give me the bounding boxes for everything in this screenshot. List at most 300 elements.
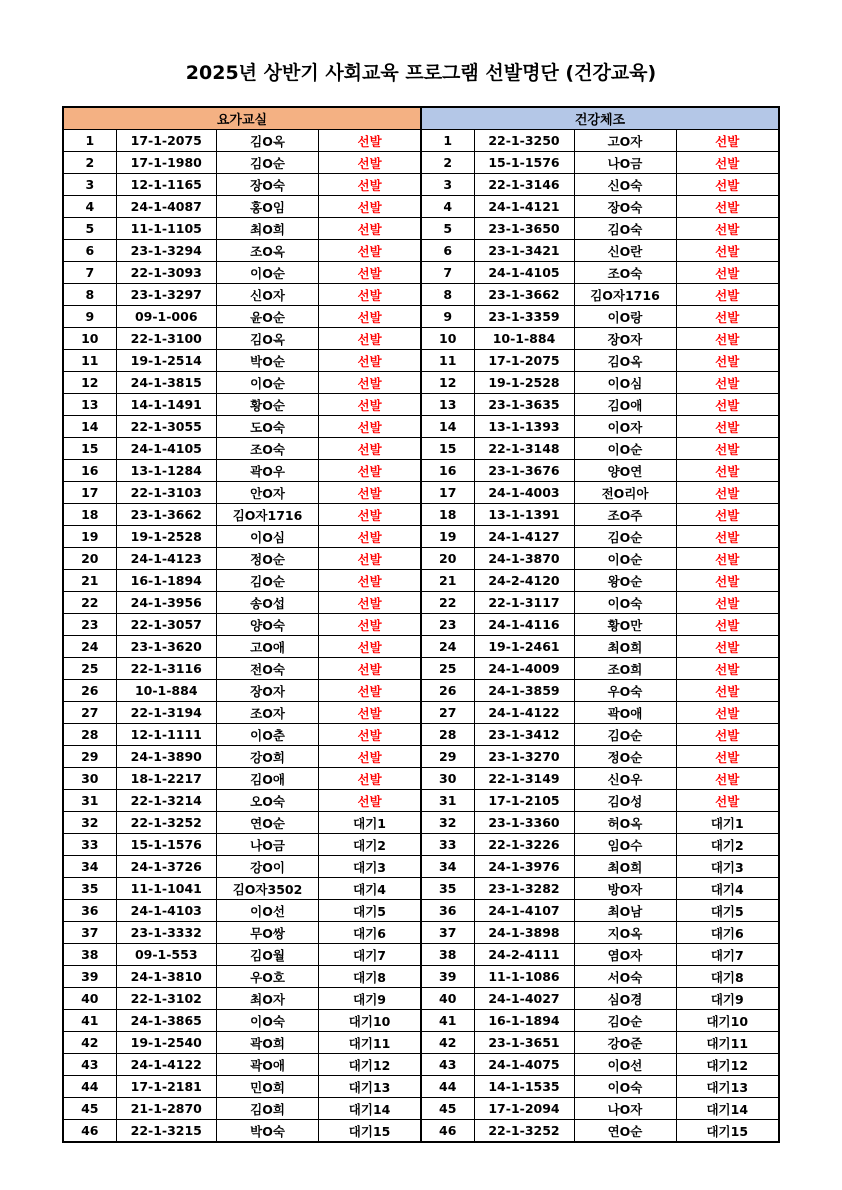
health-member-name: 김O옥 xyxy=(574,350,676,372)
health-member-name: 강O준 xyxy=(574,1032,676,1054)
health-row-number: 1 xyxy=(422,130,474,152)
yoga-row-number: 34 xyxy=(64,856,116,878)
health-member-id: 24-1-4121 xyxy=(474,196,574,218)
table-row xyxy=(422,900,778,922)
health-member-id: 10-1-884 xyxy=(474,328,574,350)
yoga-member-name: 강O희 xyxy=(216,746,318,768)
health-row-number: 44 xyxy=(422,1076,474,1098)
table-row xyxy=(422,724,778,746)
health-member-name: 김O성 xyxy=(574,790,676,812)
table-row xyxy=(64,394,421,416)
health-member-id: 24-1-4009 xyxy=(474,658,574,680)
health-row-number: 23 xyxy=(422,614,474,636)
yoga-row-number: 7 xyxy=(64,262,116,284)
yoga-status: 대기9 xyxy=(319,988,421,1010)
health-member-id: 23-1-3650 xyxy=(474,218,574,240)
yoga-member-id: 11-1-1041 xyxy=(116,878,216,900)
table-row xyxy=(422,614,778,636)
health-member-name: 정O순 xyxy=(574,746,676,768)
table-row xyxy=(422,262,778,284)
table-row xyxy=(422,328,778,350)
yoga-row-number: 29 xyxy=(64,746,116,768)
yoga-member-id: 22-1-3093 xyxy=(116,262,216,284)
yoga-status: 선발 xyxy=(319,460,421,482)
yoga-row-number: 6 xyxy=(64,240,116,262)
health-row-number: 5 xyxy=(422,218,474,240)
table-row xyxy=(422,1120,778,1142)
yoga-member-name: 곽O희 xyxy=(216,1032,318,1054)
health-member-id: 24-1-4116 xyxy=(474,614,574,636)
yoga-member-id: 19-1-2528 xyxy=(116,526,216,548)
yoga-member-name: 김O순 xyxy=(216,570,318,592)
health-status: 선발 xyxy=(676,570,778,592)
table-row xyxy=(422,350,778,372)
health-status: 대기8 xyxy=(676,966,778,988)
health-row-number: 35 xyxy=(422,878,474,900)
yoga-row-number: 25 xyxy=(64,658,116,680)
yoga-status: 선발 xyxy=(319,240,421,262)
table-row xyxy=(64,350,421,372)
health-member-id: 24-1-4105 xyxy=(474,262,574,284)
health-status: 선발 xyxy=(676,680,778,702)
yoga-row-number: 42 xyxy=(64,1032,116,1054)
yoga-member-name: 김O애 xyxy=(216,768,318,790)
table-row xyxy=(422,592,778,614)
yoga-row-number: 30 xyxy=(64,768,116,790)
health-row-number: 21 xyxy=(422,570,474,592)
table-row xyxy=(64,1010,421,1032)
yoga-member-name: 전O숙 xyxy=(216,658,318,680)
yoga-row-number: 1 xyxy=(64,130,116,152)
yoga-member-name: 양O숙 xyxy=(216,614,318,636)
yoga-member-id: 22-1-3102 xyxy=(116,988,216,1010)
health-row-number: 3 xyxy=(422,174,474,196)
health-member-name: 이O순 xyxy=(574,548,676,570)
health-status: 선발 xyxy=(676,636,778,658)
table-row xyxy=(64,592,421,614)
yoga-status: 대기15 xyxy=(319,1120,421,1142)
yoga-row-number: 16 xyxy=(64,460,116,482)
yoga-member-id: 24-1-4103 xyxy=(116,900,216,922)
health-status: 대기11 xyxy=(676,1032,778,1054)
yoga-member-id: 23-1-3294 xyxy=(116,240,216,262)
yoga-row-number: 46 xyxy=(64,1120,116,1142)
health-row-number: 33 xyxy=(422,834,474,856)
table-row xyxy=(422,570,778,592)
table-row xyxy=(422,284,778,306)
health-row-number: 18 xyxy=(422,504,474,526)
table-row xyxy=(64,768,421,790)
table-row xyxy=(64,460,421,482)
yoga-status: 대기14 xyxy=(319,1098,421,1120)
health-member-id: 23-1-3651 xyxy=(474,1032,574,1054)
yoga-row-number: 12 xyxy=(64,372,116,394)
yoga-member-name: 김O옥 xyxy=(216,130,318,152)
yoga-status: 선발 xyxy=(319,680,421,702)
yoga-row-number: 19 xyxy=(64,526,116,548)
yoga-status: 선발 xyxy=(319,130,421,152)
health-member-id: 24-1-4027 xyxy=(474,988,574,1010)
yoga-status: 대기6 xyxy=(319,922,421,944)
health-row-number: 16 xyxy=(422,460,474,482)
health-status: 선발 xyxy=(676,768,778,790)
yoga-member-id: 22-1-3103 xyxy=(116,482,216,504)
yoga-member-id: 24-1-3890 xyxy=(116,746,216,768)
health-member-name: 지O옥 xyxy=(574,922,676,944)
health-status: 대기13 xyxy=(676,1076,778,1098)
yoga-member-name: 고O애 xyxy=(216,636,318,658)
yoga-member-name: 장O자 xyxy=(216,680,318,702)
health-status: 대기12 xyxy=(676,1054,778,1076)
table-row xyxy=(64,372,421,394)
health-status: 선발 xyxy=(676,724,778,746)
health-member-id: 13-1-1393 xyxy=(474,416,574,438)
health-row-number: 20 xyxy=(422,548,474,570)
health-member-name: 최O남 xyxy=(574,900,676,922)
table-row xyxy=(64,1120,421,1142)
table-row xyxy=(64,812,421,834)
table-row xyxy=(422,790,778,812)
yoga-row-number: 23 xyxy=(64,614,116,636)
yoga-member-name: 안O자 xyxy=(216,482,318,504)
health-row-number: 28 xyxy=(422,724,474,746)
yoga-status: 선발 xyxy=(319,746,421,768)
yoga-member-name: 김O옥 xyxy=(216,328,318,350)
health-status: 선발 xyxy=(676,658,778,680)
yoga-status: 선발 xyxy=(319,196,421,218)
health-member-id: 19-1-2461 xyxy=(474,636,574,658)
health-member-name: 심O경 xyxy=(574,988,676,1010)
table-row xyxy=(422,944,778,966)
yoga-member-name: 민O희 xyxy=(216,1076,318,1098)
health-member-name: 조O주 xyxy=(574,504,676,526)
yoga-status: 선발 xyxy=(319,614,421,636)
health-member-id: 22-1-3252 xyxy=(474,1120,574,1142)
yoga-member-id: 22-1-3252 xyxy=(116,812,216,834)
table-row xyxy=(64,438,421,460)
yoga-status: 선발 xyxy=(319,394,421,416)
health-status: 대기10 xyxy=(676,1010,778,1032)
health-member-name: 이O랑 xyxy=(574,306,676,328)
health-member-id: 24-1-4003 xyxy=(474,482,574,504)
table-row xyxy=(64,262,421,284)
table-row xyxy=(422,636,778,658)
yoga-member-id: 13-1-1284 xyxy=(116,460,216,482)
health-row-number: 10 xyxy=(422,328,474,350)
yoga-member-id: 22-1-3055 xyxy=(116,416,216,438)
yoga-row-number: 13 xyxy=(64,394,116,416)
table-row xyxy=(422,1032,778,1054)
yoga-status: 대기1 xyxy=(319,812,421,834)
health-member-id: 22-1-3250 xyxy=(474,130,574,152)
yoga-member-id: 14-1-1491 xyxy=(116,394,216,416)
yoga-member-name: 김O자3502 xyxy=(216,878,318,900)
yoga-status: 선발 xyxy=(319,174,421,196)
table-row xyxy=(64,152,421,174)
health-row-number: 41 xyxy=(422,1010,474,1032)
health-row-number: 7 xyxy=(422,262,474,284)
table-row xyxy=(64,218,421,240)
health-row-number: 12 xyxy=(422,372,474,394)
table-row xyxy=(422,526,778,548)
table-row xyxy=(64,746,421,768)
health-status: 대기15 xyxy=(676,1120,778,1142)
health-row-number: 17 xyxy=(422,482,474,504)
health-status: 대기3 xyxy=(676,856,778,878)
health-row-number: 19 xyxy=(422,526,474,548)
health-member-id: 14-1-1535 xyxy=(474,1076,574,1098)
yoga-member-name: 김O월 xyxy=(216,944,318,966)
health-member-id: 17-1-2075 xyxy=(474,350,574,372)
health-row-number: 22 xyxy=(422,592,474,614)
health-status: 선발 xyxy=(676,526,778,548)
yoga-member-name: 이O심 xyxy=(216,526,318,548)
health-member-id: 22-1-3148 xyxy=(474,438,574,460)
yoga-member-id: 23-1-3332 xyxy=(116,922,216,944)
table-row xyxy=(64,1098,421,1120)
health-row-number: 46 xyxy=(422,1120,474,1142)
health-member-name: 김O자1716 xyxy=(574,284,676,306)
yoga-row-number: 21 xyxy=(64,570,116,592)
health-member-name: 장O숙 xyxy=(574,196,676,218)
health-row-number: 43 xyxy=(422,1054,474,1076)
health-member-id: 23-1-3662 xyxy=(474,284,574,306)
yoga-member-id: 22-1-3116 xyxy=(116,658,216,680)
health-member-name: 이O숙 xyxy=(574,592,676,614)
health-row-number: 14 xyxy=(422,416,474,438)
yoga-status: 선발 xyxy=(319,328,421,350)
yoga-status: 선발 xyxy=(319,306,421,328)
yoga-member-id: 17-1-2075 xyxy=(116,130,216,152)
table-row xyxy=(64,1076,421,1098)
table-row xyxy=(64,570,421,592)
yoga-member-name: 박O숙 xyxy=(216,1120,318,1142)
yoga-status: 대기8 xyxy=(319,966,421,988)
yoga-member-id: 24-1-4123 xyxy=(116,548,216,570)
health-member-id: 13-1-1391 xyxy=(474,504,574,526)
yoga-row-number: 37 xyxy=(64,922,116,944)
table-row xyxy=(64,504,421,526)
health-member-id: 23-1-3270 xyxy=(474,746,574,768)
yoga-member-name: 이O숙 xyxy=(216,1010,318,1032)
health-status: 선발 xyxy=(676,218,778,240)
yoga-member-name: 윤O순 xyxy=(216,306,318,328)
yoga-member-name: 박O순 xyxy=(216,350,318,372)
table-row xyxy=(64,988,421,1010)
yoga-status: 대기5 xyxy=(319,900,421,922)
yoga-member-id: 24-1-3956 xyxy=(116,592,216,614)
yoga-member-name: 조O옥 xyxy=(216,240,318,262)
health-member-name: 장O자 xyxy=(574,328,676,350)
health-member-name: 우O숙 xyxy=(574,680,676,702)
yoga-member-name: 이O순 xyxy=(216,262,318,284)
table-row xyxy=(422,1076,778,1098)
yoga-row-number: 28 xyxy=(64,724,116,746)
yoga-row-number: 40 xyxy=(64,988,116,1010)
health-status: 선발 xyxy=(676,504,778,526)
health-member-id: 17-1-2105 xyxy=(474,790,574,812)
health-row-number: 8 xyxy=(422,284,474,306)
health-row-number: 11 xyxy=(422,350,474,372)
table-row xyxy=(64,328,421,350)
yoga-member-id: 19-1-2540 xyxy=(116,1032,216,1054)
health-row-number: 24 xyxy=(422,636,474,658)
table-row xyxy=(64,944,421,966)
health-member-name: 이O순 xyxy=(574,438,676,460)
health-member-id: 23-1-3421 xyxy=(474,240,574,262)
health-member-name: 이O숙 xyxy=(574,1076,676,1098)
health-member-name: 임O수 xyxy=(574,834,676,856)
yoga-member-id: 19-1-2514 xyxy=(116,350,216,372)
health-member-id: 22-1-3149 xyxy=(474,768,574,790)
yoga-member-id: 22-1-3057 xyxy=(116,614,216,636)
table-row xyxy=(422,460,778,482)
health-status: 선발 xyxy=(676,416,778,438)
yoga-status: 선발 xyxy=(319,790,421,812)
yoga-row-number: 43 xyxy=(64,1054,116,1076)
yoga-status: 선발 xyxy=(319,218,421,240)
health-status: 선발 xyxy=(676,790,778,812)
yoga-row-number: 39 xyxy=(64,966,116,988)
health-status: 선발 xyxy=(676,372,778,394)
health-row-number: 30 xyxy=(422,768,474,790)
table-row xyxy=(422,746,778,768)
yoga-row-number: 17 xyxy=(64,482,116,504)
yoga-member-name: 강O이 xyxy=(216,856,318,878)
health-row-number: 38 xyxy=(422,944,474,966)
yoga-member-id: 24-1-3815 xyxy=(116,372,216,394)
health-member-id: 23-1-3635 xyxy=(474,394,574,416)
yoga-member-id: 16-1-1894 xyxy=(116,570,216,592)
health-row-number: 29 xyxy=(422,746,474,768)
table-row xyxy=(422,702,778,724)
yoga-member-id: 22-1-3214 xyxy=(116,790,216,812)
yoga-row-number: 44 xyxy=(64,1076,116,1098)
health-row-number: 45 xyxy=(422,1098,474,1120)
yoga-table xyxy=(64,108,422,1141)
yoga-member-name: 최O희 xyxy=(216,218,318,240)
table-row xyxy=(422,218,778,240)
health-row-number: 42 xyxy=(422,1032,474,1054)
yoga-status: 선발 xyxy=(319,548,421,570)
health-status: 대기5 xyxy=(676,900,778,922)
health-member-id: 24-1-4122 xyxy=(474,702,574,724)
health-status: 선발 xyxy=(676,284,778,306)
health-status: 선발 xyxy=(676,152,778,174)
table-row xyxy=(64,482,421,504)
yoga-row-number: 38 xyxy=(64,944,116,966)
yoga-status: 대기10 xyxy=(319,1010,421,1032)
yoga-status: 선발 xyxy=(319,416,421,438)
table-row xyxy=(64,922,421,944)
yoga-member-id: 23-1-3620 xyxy=(116,636,216,658)
yoga-status: 선발 xyxy=(319,482,421,504)
yoga-member-name: 이O순 xyxy=(216,372,318,394)
yoga-row-number: 27 xyxy=(64,702,116,724)
yoga-member-id: 10-1-884 xyxy=(116,680,216,702)
health-member-name: 허O옥 xyxy=(574,812,676,834)
health-table xyxy=(422,108,778,1141)
yoga-table-body xyxy=(64,130,421,1142)
yoga-status: 선발 xyxy=(319,658,421,680)
table-row xyxy=(64,614,421,636)
yoga-member-id: 24-1-4087 xyxy=(116,196,216,218)
health-status: 대기2 xyxy=(676,834,778,856)
yoga-row-number: 45 xyxy=(64,1098,116,1120)
yoga-member-id: 17-1-2181 xyxy=(116,1076,216,1098)
yoga-member-name: 곽O우 xyxy=(216,460,318,482)
table-row xyxy=(422,482,778,504)
yoga-member-id: 22-1-3215 xyxy=(116,1120,216,1142)
yoga-row-number: 9 xyxy=(64,306,116,328)
health-member-name: 김O순 xyxy=(574,526,676,548)
yoga-member-name: 송O섭 xyxy=(216,592,318,614)
health-status: 선발 xyxy=(676,394,778,416)
yoga-status: 선발 xyxy=(319,702,421,724)
table-row xyxy=(422,768,778,790)
yoga-member-name: 조O자 xyxy=(216,702,318,724)
health-member-name: 왕O순 xyxy=(574,570,676,592)
health-status: 선발 xyxy=(676,306,778,328)
health-member-id: 24-1-4075 xyxy=(474,1054,574,1076)
health-member-name: 김O순 xyxy=(574,1010,676,1032)
yoga-status: 선발 xyxy=(319,570,421,592)
health-status: 선발 xyxy=(676,438,778,460)
yoga-member-id: 24-1-3810 xyxy=(116,966,216,988)
health-member-id: 22-1-3226 xyxy=(474,834,574,856)
table-row xyxy=(422,548,778,570)
table-row xyxy=(64,196,421,218)
health-status: 선발 xyxy=(676,548,778,570)
yoga-table-header: 요가교실 xyxy=(64,108,421,130)
yoga-member-name: 이O선 xyxy=(216,900,318,922)
yoga-row-number: 10 xyxy=(64,328,116,350)
health-member-id: 15-1-1576 xyxy=(474,152,574,174)
health-member-id: 24-1-3976 xyxy=(474,856,574,878)
table-row xyxy=(422,438,778,460)
table-row xyxy=(422,306,778,328)
health-table-body xyxy=(422,130,778,1142)
table-row xyxy=(422,680,778,702)
table-row xyxy=(422,1098,778,1120)
yoga-member-id: 12-1-1165 xyxy=(116,174,216,196)
table-row xyxy=(422,240,778,262)
health-member-id: 23-1-3282 xyxy=(474,878,574,900)
health-member-name: 양O연 xyxy=(574,460,676,482)
health-member-name: 이O자 xyxy=(574,416,676,438)
table-row xyxy=(64,174,421,196)
health-status: 선발 xyxy=(676,328,778,350)
health-member-name: 신O우 xyxy=(574,768,676,790)
yoga-status: 선발 xyxy=(319,372,421,394)
health-member-id: 24-1-3859 xyxy=(474,680,574,702)
table-row xyxy=(64,702,421,724)
yoga-member-id: 22-1-3100 xyxy=(116,328,216,350)
health-row-number: 34 xyxy=(422,856,474,878)
table-row xyxy=(422,1010,778,1032)
yoga-member-id: 24-1-3865 xyxy=(116,1010,216,1032)
yoga-member-id: 09-1-553 xyxy=(116,944,216,966)
table-row xyxy=(422,988,778,1010)
table-row xyxy=(64,548,421,570)
yoga-member-id: 11-1-1105 xyxy=(116,218,216,240)
health-member-name: 곽O애 xyxy=(574,702,676,724)
health-status: 대기1 xyxy=(676,812,778,834)
yoga-status: 선발 xyxy=(319,152,421,174)
health-status: 선발 xyxy=(676,130,778,152)
health-member-name: 신O숙 xyxy=(574,174,676,196)
table-row xyxy=(64,790,421,812)
